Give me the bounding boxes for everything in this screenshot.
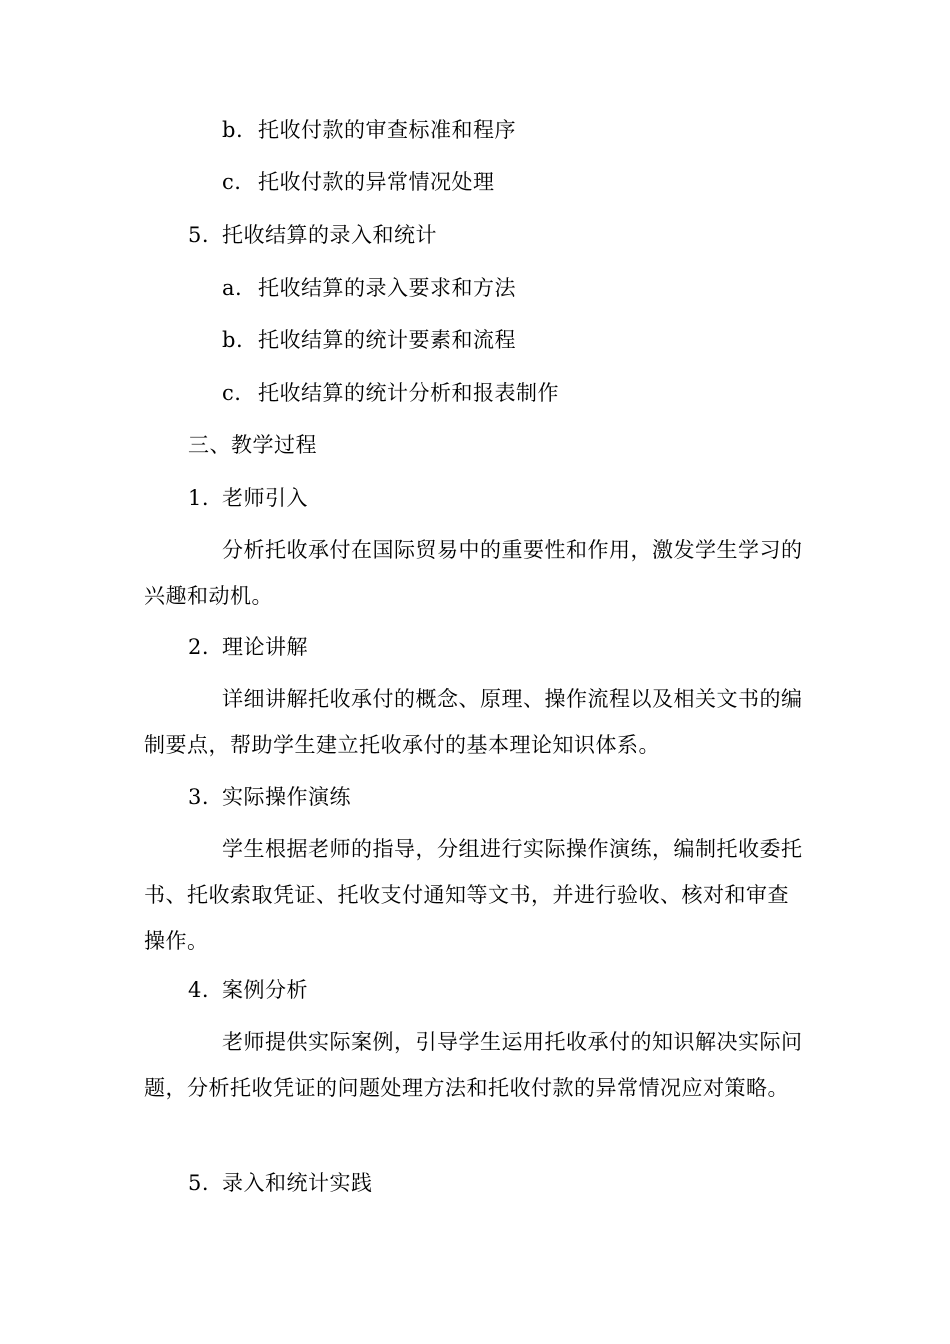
item-text: 托收结算的录入和统计 xyxy=(222,223,437,247)
item-text: 录入和统计实践 xyxy=(222,1171,373,1195)
item-label: 5. xyxy=(188,223,210,247)
item-label: b. xyxy=(222,328,244,352)
paragraph-text: 老师提供实际案例，引导学生运用托收承付的知识解决实际问题，分析托收凭证的问题处理方法和托收付款的异常情况应对策略。 xyxy=(144,1030,803,1100)
item-text: 托收付款的异常情况处理 xyxy=(258,170,495,194)
item-label: 3. xyxy=(188,785,210,809)
list-item xyxy=(188,633,308,661)
list-item xyxy=(188,221,437,249)
list-item xyxy=(222,379,559,407)
list-item xyxy=(222,274,516,302)
item-label: 1. xyxy=(188,486,210,510)
item-label: 2. xyxy=(188,635,210,659)
list-item xyxy=(188,976,308,1004)
paragraph-text: 分析托收承付在国际贸易中的重要性和作用，激发学生学习的兴趣和动机。 xyxy=(144,538,803,608)
item-label: c. xyxy=(222,170,242,194)
paragraph xyxy=(144,676,804,768)
paragraph-text: 学生根据老师的指导，分组进行实际操作演练，编制托收委托书、托收索取凭证、托收支付通知等文书，并进行验收、核对和审查操作。 xyxy=(144,837,803,953)
paragraph xyxy=(144,527,804,619)
section-heading xyxy=(188,431,317,459)
item-label: 5. xyxy=(188,1171,210,1195)
item-label: b. xyxy=(222,118,244,142)
item-text: 托收结算的统计要素和流程 xyxy=(258,328,516,352)
item-label: 4. xyxy=(188,978,210,1002)
item-label: c. xyxy=(222,381,242,405)
paragraph xyxy=(144,826,804,964)
section-heading-text: 三、教学过程 xyxy=(188,433,317,457)
item-text: 案例分析 xyxy=(222,978,308,1002)
item-text: 实际操作演练 xyxy=(222,785,351,809)
item-text: 托收结算的录入要求和方法 xyxy=(258,276,516,300)
item-text: 老师引入 xyxy=(222,486,308,510)
list-item xyxy=(188,484,308,512)
list-item xyxy=(188,1169,373,1197)
paragraph-text: 详细讲解托收承付的概念、原理、操作流程以及相关文书的编制要点，帮助学生建立托收承付的基本理论知识体系。 xyxy=(144,687,803,757)
list-item xyxy=(188,783,351,811)
item-text: 托收付款的审查标准和程序 xyxy=(258,118,516,142)
item-label: a. xyxy=(222,276,243,300)
list-item xyxy=(222,168,495,196)
item-text: 理论讲解 xyxy=(222,635,308,659)
list-item xyxy=(222,116,516,144)
item-text: 托收结算的统计分析和报表制作 xyxy=(258,381,559,405)
paragraph xyxy=(144,1019,804,1111)
list-item xyxy=(222,326,516,354)
